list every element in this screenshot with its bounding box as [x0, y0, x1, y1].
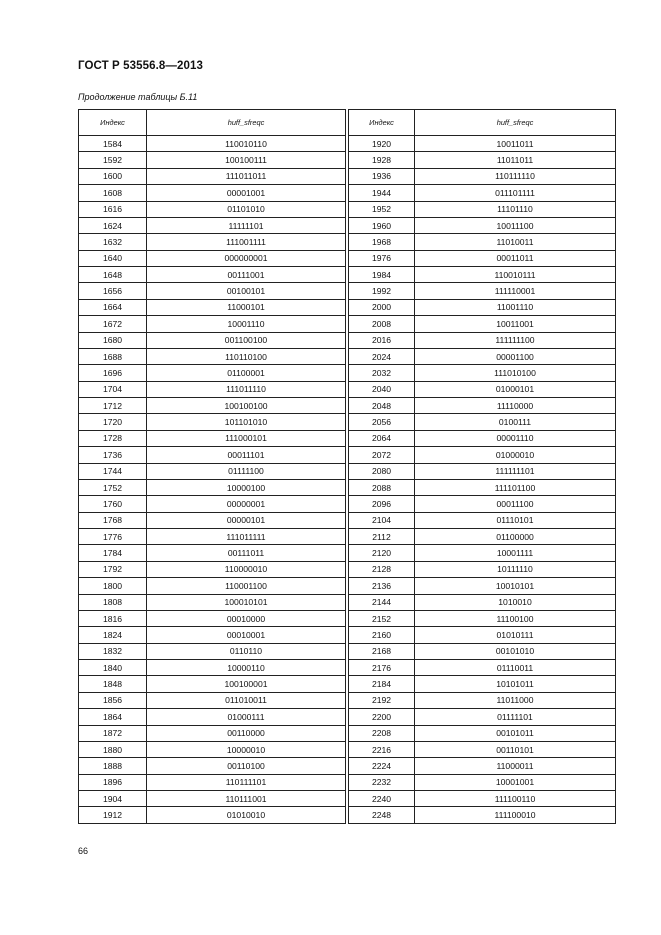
index-right-cell: 2208: [349, 725, 415, 741]
index-left-cell: 1616: [79, 201, 147, 217]
table-row: [79, 512, 616, 528]
code-right-cell: 10011100: [415, 217, 616, 233]
code-right-cell: 01010111: [415, 627, 616, 643]
index-right-cell: 2240: [349, 791, 415, 807]
table-row: [79, 234, 616, 250]
index-left-cell: 1768: [79, 512, 147, 528]
code-left-cell: 100100111: [147, 152, 346, 168]
code-left-cell: 00010001: [147, 627, 346, 643]
index-left-cell: 1760: [79, 496, 147, 512]
code-left-cell: 000000001: [147, 250, 346, 266]
code-right-cell: 11101110: [415, 201, 616, 217]
table-row: [79, 381, 616, 397]
index-right-cell: 2216: [349, 741, 415, 757]
index-left-cell: 1600: [79, 168, 147, 184]
table-row: [79, 594, 616, 610]
index-left-cell: 1688: [79, 348, 147, 364]
code-left-cell: 111000101: [147, 430, 346, 446]
table-row: [79, 414, 616, 430]
code-right-cell: 11011011: [415, 152, 616, 168]
index-left-cell: 1664: [79, 299, 147, 315]
code-right-cell: 110010111: [415, 267, 616, 283]
index-right-cell: 2160: [349, 627, 415, 643]
index-right-cell: 2200: [349, 709, 415, 725]
code-right-cell: 01110101: [415, 512, 616, 528]
code-right-cell: 00101010: [415, 643, 616, 659]
code-right-cell: 00011100: [415, 496, 616, 512]
index-left-cell: 1824: [79, 627, 147, 643]
index-right-cell: 1968: [349, 234, 415, 250]
code-right-cell: 011101111: [415, 185, 616, 201]
code-right-cell: 11011000: [415, 692, 616, 708]
index-right-cell: 2040: [349, 381, 415, 397]
code-left-cell: 10000100: [147, 479, 346, 495]
table-row: [79, 709, 616, 725]
index-left-cell: 1736: [79, 447, 147, 463]
index-right-cell: 2144: [349, 594, 415, 610]
index-left-cell: 1592: [79, 152, 147, 168]
index-left-cell: 1744: [79, 463, 147, 479]
code-table: [78, 109, 616, 824]
index-left-cell: 1672: [79, 316, 147, 332]
table-row: [79, 348, 616, 364]
code-left-cell: 110010110: [147, 136, 346, 152]
index-left-cell: 1912: [79, 807, 147, 823]
document-title: ГОСТ Р 53556.8—2013: [78, 60, 203, 72]
index-right-cell: 2008: [349, 316, 415, 332]
code-left-cell: 011010011: [147, 692, 346, 708]
index-right-cell: 2064: [349, 430, 415, 446]
code-right-cell: 110111110: [415, 168, 616, 184]
index-left-cell: 1584: [79, 136, 147, 152]
index-right-cell: 2232: [349, 774, 415, 790]
table-row: [79, 545, 616, 561]
code-left-cell: 001100100: [147, 332, 346, 348]
code-left-cell: 01010010: [147, 807, 346, 823]
index-right-cell: 2192: [349, 692, 415, 708]
code-right-cell: 01100000: [415, 529, 616, 545]
table-row: [79, 479, 616, 495]
index-left-cell: 1872: [79, 725, 147, 741]
table-row: [79, 332, 616, 348]
table-row: [79, 250, 616, 266]
index-left-cell: 1832: [79, 643, 147, 659]
code-right-cell: 10001001: [415, 774, 616, 790]
code-left-cell: 01111100: [147, 463, 346, 479]
code-left-cell: 00010000: [147, 610, 346, 626]
index-right-cell: 2016: [349, 332, 415, 348]
code-left-cell: 111011011: [147, 168, 346, 184]
table-row: [79, 168, 616, 184]
code-right-cell: 01110011: [415, 660, 616, 676]
page-number: 66: [78, 846, 89, 856]
index-left-cell: 1792: [79, 561, 147, 577]
index-left-cell: 1752: [79, 479, 147, 495]
code-left-cell: 100100100: [147, 398, 346, 414]
index-right-cell: 2032: [349, 365, 415, 381]
code-left-cell: 10000110: [147, 660, 346, 676]
code-right-cell: 01000010: [415, 447, 616, 463]
index-left-cell: 1880: [79, 741, 147, 757]
index-right-cell: 1952: [349, 201, 415, 217]
table-row: [79, 807, 616, 823]
index-left-cell: 1696: [79, 365, 147, 381]
table-row: [79, 758, 616, 774]
index-left-cell: 1816: [79, 610, 147, 626]
index-left-cell: 1840: [79, 660, 147, 676]
index-left-cell: 1896: [79, 774, 147, 790]
code-right-cell: 01111101: [415, 709, 616, 725]
index-left-cell: 1704: [79, 381, 147, 397]
index-right-cell: 2024: [349, 348, 415, 364]
index-left-cell: 1720: [79, 414, 147, 430]
table-row: [79, 217, 616, 233]
code-right-cell: 10101011: [415, 676, 616, 692]
header-index-left: Индекс: [79, 110, 147, 136]
code-right-cell: 10011001: [415, 316, 616, 332]
index-right-cell: 2128: [349, 561, 415, 577]
header-code-left: huff_sfreqc: [147, 110, 346, 136]
index-left-cell: 1888: [79, 758, 147, 774]
index-left-cell: 1608: [79, 185, 147, 201]
code-left-cell: 01100001: [147, 365, 346, 381]
code-right-cell: 1010010: [415, 594, 616, 610]
table-row: [79, 660, 616, 676]
index-right-cell: 1976: [349, 250, 415, 266]
code-left-cell: 111011110: [147, 381, 346, 397]
table-row: [79, 692, 616, 708]
code-left-cell: 11000101: [147, 299, 346, 315]
index-left-cell: 1640: [79, 250, 147, 266]
table-row: [79, 447, 616, 463]
index-right-cell: 1992: [349, 283, 415, 299]
code-left-cell: 111001111: [147, 234, 346, 250]
code-left-cell: 101101010: [147, 414, 346, 430]
index-right-cell: 2176: [349, 660, 415, 676]
table-row: [79, 398, 616, 414]
table-row: [79, 725, 616, 741]
index-left-cell: 1680: [79, 332, 147, 348]
code-right-cell: 00011011: [415, 250, 616, 266]
table-row: [79, 299, 616, 315]
index-left-cell: 1800: [79, 578, 147, 594]
code-left-cell: 01000111: [147, 709, 346, 725]
code-left-cell: 00110100: [147, 758, 346, 774]
table-row: [79, 774, 616, 790]
code-left-cell: 00011101: [147, 447, 346, 463]
table-row: [79, 201, 616, 217]
index-right-cell: 2184: [349, 676, 415, 692]
table-row: [79, 430, 616, 446]
index-left-cell: 1712: [79, 398, 147, 414]
code-right-cell: 111100010: [415, 807, 616, 823]
code-right-cell: 11001110: [415, 299, 616, 315]
code-right-cell: 00001100: [415, 348, 616, 364]
index-right-cell: 2048: [349, 398, 415, 414]
index-right-cell: 2168: [349, 643, 415, 659]
code-right-cell: 10001111: [415, 545, 616, 561]
index-left-cell: 1632: [79, 234, 147, 250]
code-left-cell: 10001110: [147, 316, 346, 332]
index-right-cell: 2088: [349, 479, 415, 495]
table-caption: Продолжение таблицы Б.11: [78, 92, 198, 102]
code-right-cell: 111101100: [415, 479, 616, 495]
code-left-cell: 11111101: [147, 217, 346, 233]
code-table-container: [78, 109, 616, 824]
index-left-cell: 1856: [79, 692, 147, 708]
code-left-cell: 110000010: [147, 561, 346, 577]
header-index-right: Индекс: [349, 110, 415, 136]
code-right-cell: 0100111: [415, 414, 616, 430]
code-right-cell: 01000101: [415, 381, 616, 397]
index-left-cell: 1904: [79, 791, 147, 807]
code-right-cell: 111110001: [415, 283, 616, 299]
table-row: [79, 136, 616, 152]
table-row: [79, 267, 616, 283]
index-right-cell: 1920: [349, 136, 415, 152]
code-right-cell: 111111101: [415, 463, 616, 479]
table-row: [79, 578, 616, 594]
code-left-cell: 110111001: [147, 791, 346, 807]
code-left-cell: 110110100: [147, 348, 346, 364]
code-right-cell: 11000011: [415, 758, 616, 774]
table-header-row: [79, 110, 616, 136]
table-row: [79, 610, 616, 626]
header-code-right: huff_sfreqc: [415, 110, 616, 136]
index-right-cell: 2120: [349, 545, 415, 561]
index-left-cell: 1656: [79, 283, 147, 299]
table-row: [79, 627, 616, 643]
index-left-cell: 1864: [79, 709, 147, 725]
table-row: [79, 365, 616, 381]
code-left-cell: 10000010: [147, 741, 346, 757]
code-right-cell: 11110000: [415, 398, 616, 414]
table-row: [79, 496, 616, 512]
code-left-cell: 111011111: [147, 529, 346, 545]
table-body: [79, 136, 616, 824]
index-right-cell: 1936: [349, 168, 415, 184]
code-right-cell: 10111110: [415, 561, 616, 577]
index-right-cell: 1984: [349, 267, 415, 283]
index-left-cell: 1624: [79, 217, 147, 233]
code-left-cell: 00111001: [147, 267, 346, 283]
table-row: [79, 152, 616, 168]
code-left-cell: 00000101: [147, 512, 346, 528]
code-left-cell: 00001001: [147, 185, 346, 201]
code-right-cell: 11010011: [415, 234, 616, 250]
index-right-cell: 2104: [349, 512, 415, 528]
code-right-cell: 111010100: [415, 365, 616, 381]
index-left-cell: 1808: [79, 594, 147, 610]
index-right-cell: 2072: [349, 447, 415, 463]
index-left-cell: 1848: [79, 676, 147, 692]
code-right-cell: 00001110: [415, 430, 616, 446]
table-row: [79, 463, 616, 479]
table-row: [79, 676, 616, 692]
code-right-cell: 00101011: [415, 725, 616, 741]
index-left-cell: 1776: [79, 529, 147, 545]
index-left-cell: 1728: [79, 430, 147, 446]
table-row: [79, 643, 616, 659]
table-row: [79, 561, 616, 577]
index-right-cell: 2224: [349, 758, 415, 774]
index-left-cell: 1648: [79, 267, 147, 283]
code-left-cell: 0110110: [147, 643, 346, 659]
table-row: [79, 741, 616, 757]
index-right-cell: 2152: [349, 610, 415, 626]
table-row: [79, 185, 616, 201]
index-right-cell: 2136: [349, 578, 415, 594]
code-right-cell: 10011011: [415, 136, 616, 152]
table-row: [79, 283, 616, 299]
code-right-cell: 00110101: [415, 741, 616, 757]
code-right-cell: 11100100: [415, 610, 616, 626]
index-right-cell: 1928: [349, 152, 415, 168]
index-right-cell: 2056: [349, 414, 415, 430]
code-left-cell: 100010101: [147, 594, 346, 610]
table-row: [79, 791, 616, 807]
code-left-cell: 110111101: [147, 774, 346, 790]
code-left-cell: 00111011: [147, 545, 346, 561]
code-left-cell: 100100001: [147, 676, 346, 692]
code-left-cell: 00100101: [147, 283, 346, 299]
index-left-cell: 1784: [79, 545, 147, 561]
index-right-cell: 2248: [349, 807, 415, 823]
index-right-cell: 1944: [349, 185, 415, 201]
code-left-cell: 00000001: [147, 496, 346, 512]
index-right-cell: 2096: [349, 496, 415, 512]
table-row: [79, 316, 616, 332]
code-right-cell: 111100110: [415, 791, 616, 807]
index-right-cell: 1960: [349, 217, 415, 233]
code-right-cell: 10010101: [415, 578, 616, 594]
table-row: [79, 529, 616, 545]
code-right-cell: 111111100: [415, 332, 616, 348]
code-left-cell: 110001100: [147, 578, 346, 594]
code-left-cell: 01101010: [147, 201, 346, 217]
code-left-cell: 00110000: [147, 725, 346, 741]
index-right-cell: 2080: [349, 463, 415, 479]
index-right-cell: 2112: [349, 529, 415, 545]
index-right-cell: 2000: [349, 299, 415, 315]
